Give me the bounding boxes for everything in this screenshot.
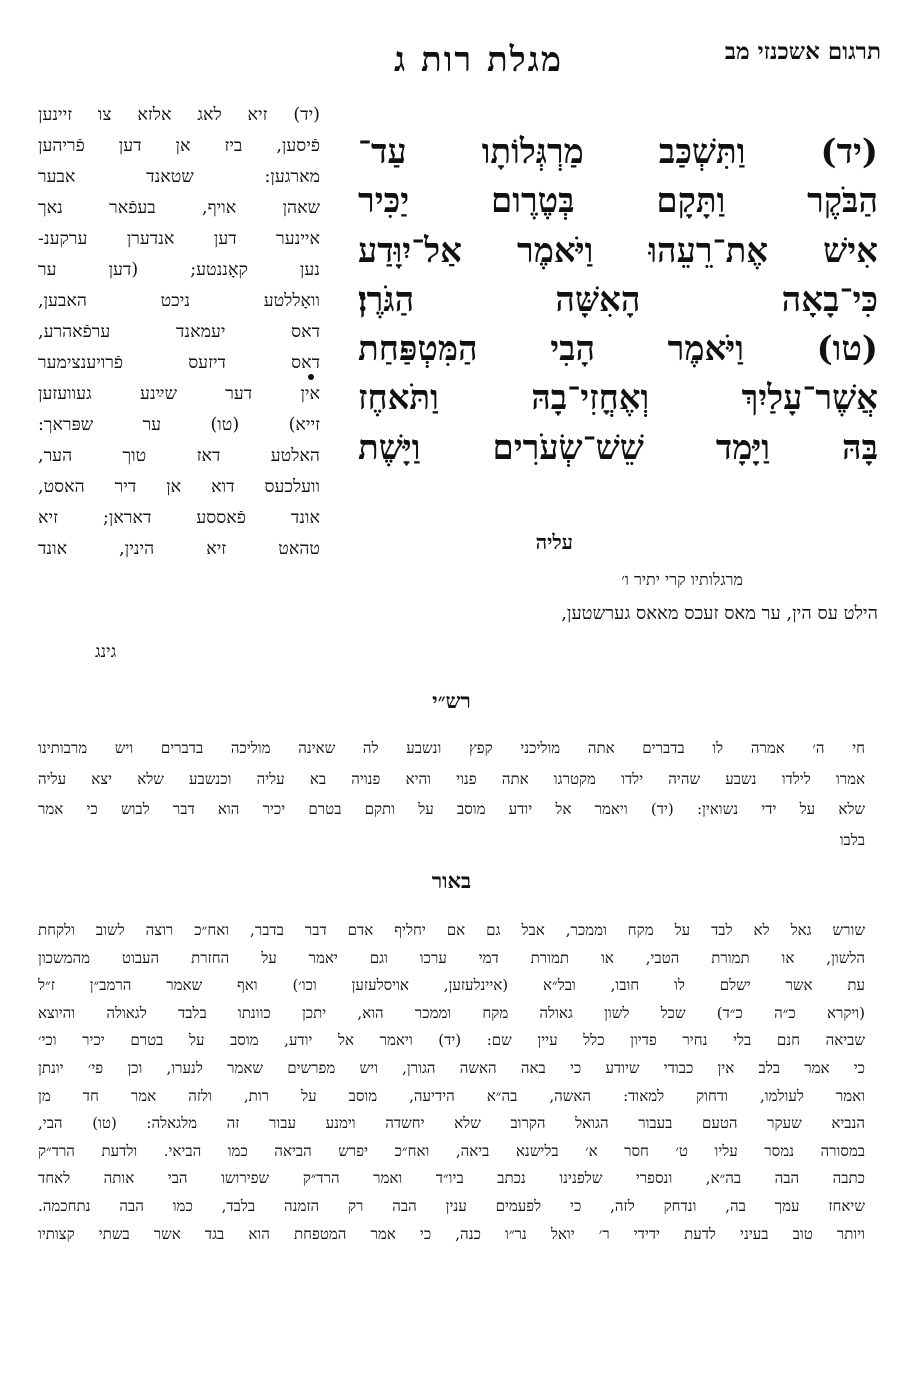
masora-note: מרגלותיו קרי יתיר ו׳ bbox=[621, 570, 743, 589]
targum-line: מארגען: שטאנד אבער bbox=[38, 167, 320, 187]
rashi-line: אמרו לילדו נשבע שהיה ילדו מקטרגו אתה פנוי והיא פנויה בא עליה וכנשבע שלא יצא עליה bbox=[38, 769, 865, 788]
rashi-heading: רש״י bbox=[432, 688, 471, 713]
targum-line: שאהן אויף, בעפֿאר נאך bbox=[38, 198, 320, 218]
targum-line: דאס יעמאנד ערפֿאהרע, bbox=[38, 322, 320, 342]
biur-line: שביאה חנם בלי נחיר פדיון כלל עיין שם: (יד) ויאמר אל יודע, מוסב על בטרם יכיר וכי׳ bbox=[38, 1031, 865, 1050]
targum-line: אונד פֿאססע דאראן; זיא bbox=[38, 508, 320, 528]
targum-line: פֿיסען, ביז אן דען פֿריהען bbox=[38, 136, 320, 156]
biur-line: כי אמר בלב אין כבודי שיודע כי באה האשה הגורן, ויש מפרשים שאמר לנערו, וכן פי׳ יונתן bbox=[38, 1058, 865, 1077]
targum-line: וועלכעס דוא אן דיר האסט, bbox=[38, 477, 320, 497]
biur-line: כתבה הבה בה״א, ונספרי שלפנינו נכתב ביו״ד ואמר הרד״ק שפירושו הבי אותה לאחד bbox=[38, 1169, 865, 1188]
column-separator-dot bbox=[308, 374, 314, 380]
targum-line: טהאט זיא הינין, אונד bbox=[38, 539, 320, 559]
rashi-commentary bbox=[38, 733, 865, 855]
targum-line: נען קאָננטע; (דען ער bbox=[38, 260, 320, 280]
biur-line: הנביא שעקר הטעם בעבור הגואל הקרוב שלא יחשדה וימנע עבור זה מלגאלה: (טו) הבי, bbox=[38, 1114, 865, 1133]
targum-column bbox=[38, 100, 320, 565]
targum-line: איינער דען אנדערן ערקענ- bbox=[38, 229, 320, 249]
targum-line: זייא) (טו) ער שפּראך: bbox=[38, 415, 320, 435]
biur-line: ואמר לעולמו, ודחוק למאוד: האשה, בה״א הידיעה, מוסב על רות, ולזה אמר חד מן bbox=[38, 1086, 865, 1105]
biur-line: (ויקרא כ״ה כ״ד) שכל לשון גאולה מקח וממכר הוא, יתכן כוונתו בלבד לגאולה והיוצא bbox=[38, 1003, 865, 1022]
biur-line: שיאחז עמך בה, ונדחק לזה, כי לפעמים ענין הבה רק הזמנה בלבד, כמו הבה נתחכמה. bbox=[38, 1196, 865, 1215]
verse-line: (יד) וַתִּשְׁכַּב מַרְגְּלוֹתָו עַד־ bbox=[358, 132, 878, 172]
targum-continuation-word: גינג bbox=[95, 642, 117, 662]
biur-line: הלשון, או תמורת הטבי, או תמורת דמי ערכו וגם יאמר על החזרת העבוט מהמשכון bbox=[38, 948, 865, 967]
rashi-line-last: בלבו bbox=[839, 830, 865, 849]
ketiv-word: עליה bbox=[535, 530, 573, 554]
targum-line: אין דער שײַנע געוועזען bbox=[38, 384, 320, 404]
biur-line: עת אשר ישלם לו חובו, ובל״א (איינלעזען, אויסלעזען וכו׳) ואף שאמר הרמב״ן ז״ל bbox=[38, 976, 865, 995]
rashi-line: חי ה׳ אמרה לו בדברים אתה מוליכני קפץ ונשבע לה שאינה מוליכה בדברים ויש מרבותינו bbox=[38, 739, 865, 757]
biur-commentary bbox=[38, 917, 865, 1248]
targum-line: וואָללטע ניכט האבען, bbox=[38, 291, 320, 311]
targum-line: האלטע דאז טוך הער, bbox=[38, 446, 320, 466]
megillah-heading: מגלת רות ג bbox=[393, 40, 563, 80]
biur-heading: באור bbox=[431, 868, 472, 893]
biur-line: ויותר טוב בעיני לדעת ידידי ר׳ יואל נר״ו כנה, כי אמר המטפחת הוא בגד אשר בשתי קצותיו bbox=[38, 1224, 865, 1243]
verse-line: כִּי־בָאָה הָאִשָּׁה הַגֹּרֶן׃ bbox=[358, 279, 878, 320]
bottom-band bbox=[0, 1300, 903, 1390]
targum-heading: תרגום אשכנזי מב bbox=[724, 38, 881, 65]
biur-line: במסורה נמסר עליו ט׳ חסר א׳ בלישנא ביאה, ואח״כ יפרש הביאה כמו הביאי. ולדעת הרד״ק bbox=[38, 1141, 865, 1160]
targum-continuation: הילט עס הין, ער מאס זעכס מאאס גערשטען, bbox=[561, 603, 878, 624]
verse-line: אֲשֶׁר־עָלַיִךְ וְאֶחֳזִי־בָהּ וַתֹּאחֶז bbox=[358, 378, 878, 419]
verse-column bbox=[358, 128, 878, 473]
verse-line: (טו) וַיֹּאמֶר הָבִי הַמִּטְפַּחַת bbox=[358, 329, 878, 370]
biur-line: שורש גאל לא לבד על מקח וממכר, אבל גם אם יחליף אדם דבר בדבר, ואח״כ רוצה לשוב ולקחת bbox=[38, 921, 865, 939]
targum-line: דאס דיזעס פֿרויענצימער bbox=[38, 353, 320, 373]
targum-line: (יד) זיא לאג אלזא צו זיינען bbox=[38, 105, 320, 125]
verse-line: בָּהּ וַיָּמָד שֵׁשׁ־שְׂעֹרִים וַיָּשֶׁת bbox=[358, 427, 878, 468]
verse-line: הַבֹּקֶר וַתָּקָם בְּטֶרֶום יַכִּיר bbox=[358, 181, 878, 222]
verse-line: אִישׁ אֶת־רֵעֵהוּ וַיֹּאמֶר אַל־יִוָּדַע bbox=[358, 230, 878, 271]
rashi-line: שלא על ידי נשואין: (יד) ויאמר אל יודע מוסב על ותקם בטרם יכיר הוא דבר לבוש כי אמר bbox=[38, 800, 865, 818]
